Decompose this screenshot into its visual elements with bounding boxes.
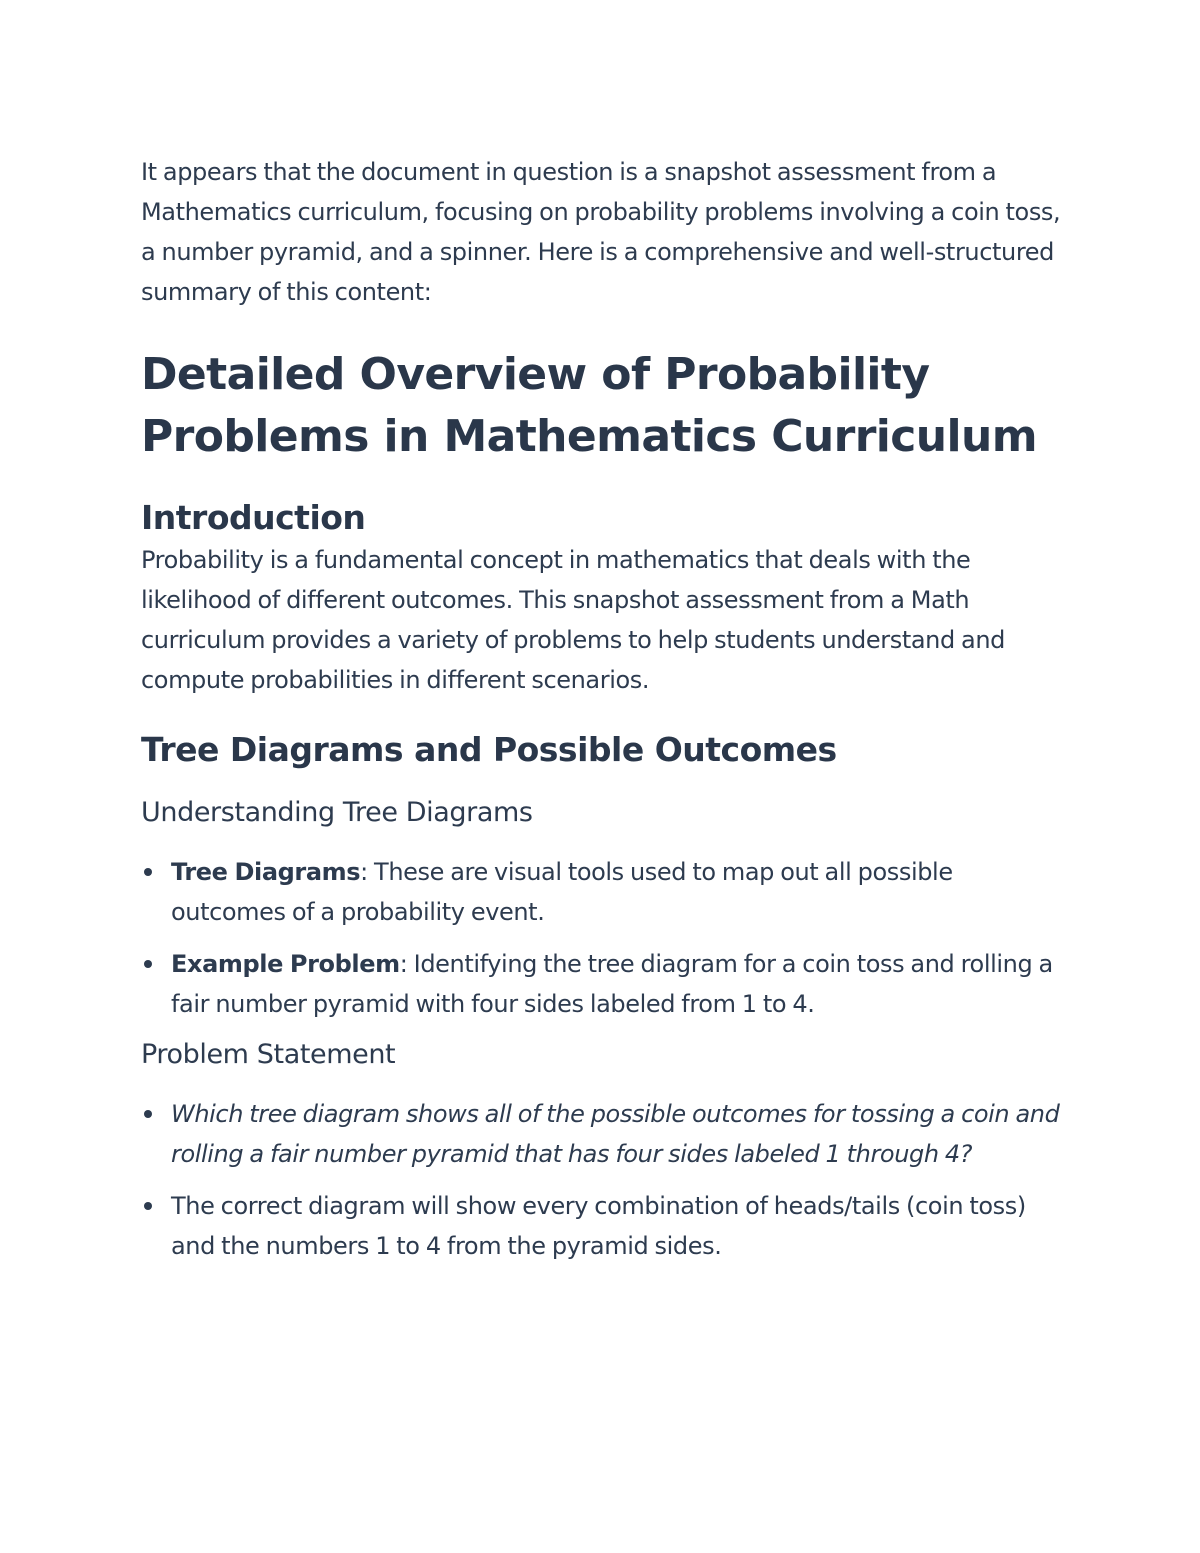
bullet-icon [144, 1202, 152, 1210]
list-item [141, 1186, 1071, 1266]
list-item-text: : These are visual tools used to map out all possible outcomes of a probability event. [171, 858, 953, 926]
bullet-icon [144, 1110, 152, 1118]
list-item-text: : Identifying the tree diagram for a coin toss and rolling a fair number pyramid with four sides labeled from 1 to 4. [171, 950, 1053, 1018]
intro-paragraph: It appears that the document in question is a snapshot assessment from a Mathematics curriculum, focusing on probability problems involving a coin toss, a number pyramid, and a spinner. Here is a comprehensive and well-structured summary of this content: [141, 158, 1061, 306]
problem-question: Which tree diagram shows all of the possible outcomes for tossing a coin and rolling a fair number pyramid that has four sides labeled 1 through 4? [171, 1100, 1060, 1168]
list-item [141, 1094, 1071, 1174]
bullet-icon [144, 868, 152, 876]
bullet-icon [144, 960, 152, 968]
list-item-label: Tree Diagrams [171, 858, 361, 886]
introduction-heading: Introduction [141, 498, 366, 537]
tree-diagrams-heading: Tree Diagrams and Possible Outcomes [141, 730, 837, 769]
problem-answer: The correct diagram will show every combination of heads/tails (coin toss) and the numbers 1 to 4 from the pyramid sides. [171, 1192, 1026, 1260]
problem-statement-list [141, 1094, 1071, 1266]
introduction-paragraph: Probability is a fundamental concept in mathematics that deals with the likelihood of different outcomes. This snapshot assessment from a Math curriculum provides a variety of problems to help students understand and compute probabilities in different scenarios. [141, 546, 1005, 694]
understanding-tree-diagrams-heading: Understanding Tree Diagrams [141, 797, 533, 828]
understanding-list [141, 852, 1071, 1024]
list-item-label: Example Problem [171, 950, 400, 978]
document-title: Detailed Overview of Probability Problems in Mathematics Curriculum [141, 349, 1037, 462]
list-item [141, 944, 1071, 1024]
list-item [141, 852, 1071, 932]
problem-statement-heading: Problem Statement [141, 1039, 396, 1070]
document-content [141, 152, 1071, 1278]
